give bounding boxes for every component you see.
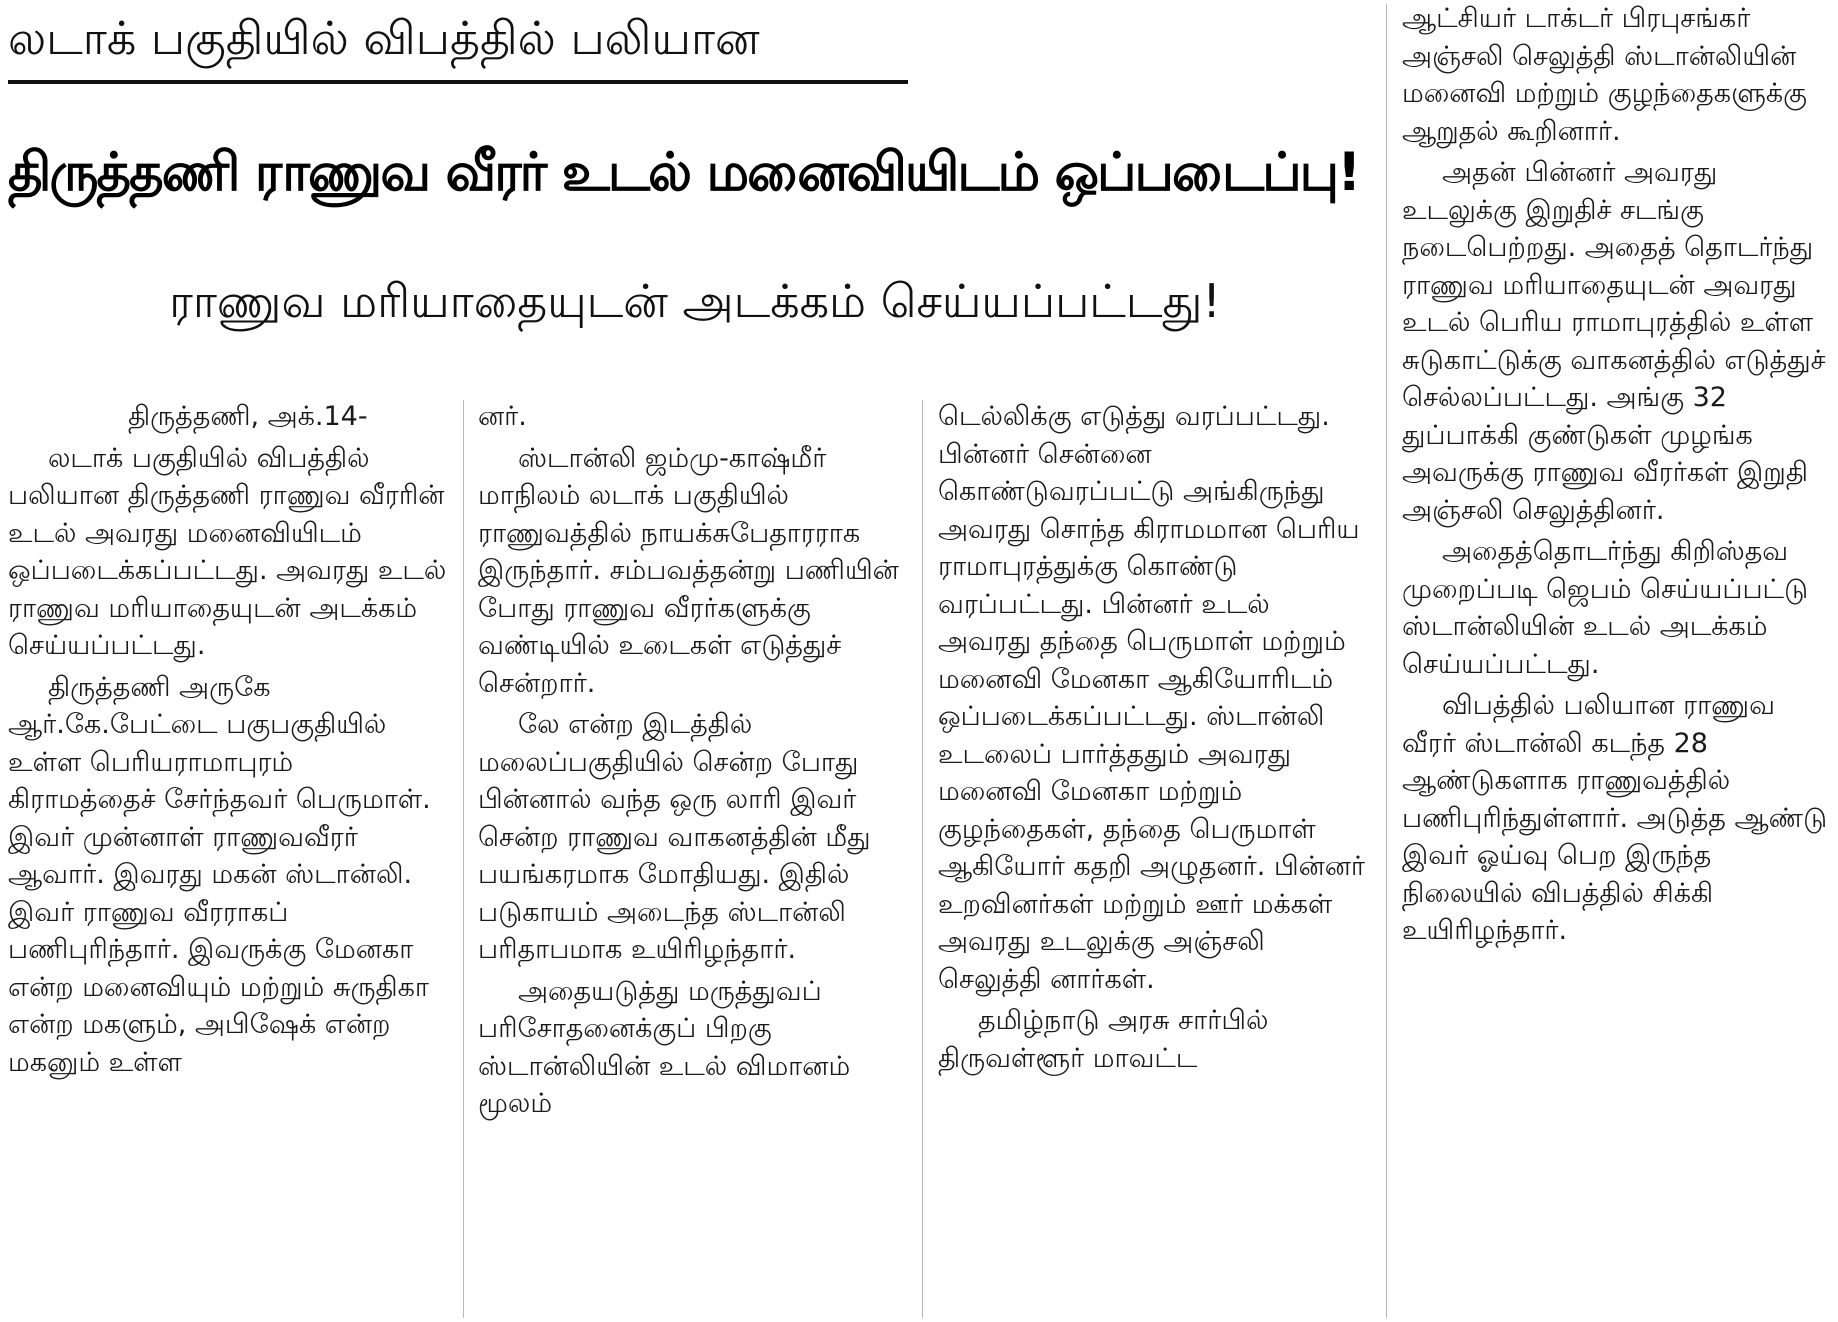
paragraph: ஸ்டான்லி ஜம்மு-காஷ்மீர் மாநிலம் லடாக் பகுதியில் ராணுவத்தில் நாயக்சுபேதாரராக இருந்தார். சம்பவத்தன்று பணியின் போது ராணுவ வீரர்களுக்கு வண்டியில் உடைகள் எடுத்துச் சென்றார். (478, 442, 899, 699)
dateline: திருத்தணி, அக்.14- (128, 401, 368, 432)
article-column-1 (8, 398, 448, 1320)
kicker-underline-rule (8, 80, 908, 84)
paragraph: அதைத்தொடர்ந்து கிறிஸ்தவ முறைப்படி ஜெபம் செய்யப்பட்டு ஸ்டான்லியின் உடல் அடக்கம் செய்யப்பட்டது. (1402, 536, 1809, 680)
paragraph: ஆட்சியர் டாக்டர் பிரபுசங்கர் அஞ்சலி செலுத்தி ஸ்டான்லியின் மனைவி மற்றும் குழந்தைகளுக்கு ஆறுதல் கூறினார். (1402, 3, 1807, 147)
paragraph: திருத்தணி அருகே ஆர்.கே.பேட்டை பகுபகுதியில் உள்ள பெரியராமாபுரம் கிராமத்தைச் சேர்ந்தவர் பெருமாள். இவர் முன்னாள் ராணுவவீரர் ஆவார். இவரது மகன் ஸ்டான்லி. இவர் ராணுவ வீரராகப் பணிபுரிந்தார். இவருக்கு மேனகா என்ற மனைவியும் மற்றும் சுருதிகா என்ற மகளும், அபிஷேக் என்ற மகனும் உள்ள (8, 671, 431, 1078)
column-divider (922, 400, 923, 1318)
column-divider (463, 400, 464, 1318)
paragraph: அதன் பின்னர் அவரது உடலுக்கு இறுதிச் சடங்கு நடைபெற்றது. அதைத் தொடர்ந்து ராணுவ மரியாதையுடன் அவரது உடல் பெரிய ராமாபுரத்தில் உள்ள சுடுகாட்டுக்கு வாகனத்தில் எடுத்துச் செல்லப்பட்டது. அங்கு 32 துப்பாக்கி குண்டுகள் முழங்க அவருக்கு ராணுவ வீரர்கள் இறுதி அஞ்சலி செலுத்தினர். (1402, 157, 1826, 526)
article-column-3 (938, 398, 1370, 1320)
main-headline: திருத்தணி ராணுவ வீரர் உடல் மனைவியிடம் ஒப்படைப்பு! (8, 142, 1360, 203)
paragraph: னர். (478, 401, 527, 432)
paragraph: தமிழ்நாடு அரசு சார்பில் திருவள்ளூர் மாவட்ட (938, 1005, 1269, 1074)
paragraph: லடாக் பகுதியில் விபத்தில் பலியான திருத்தணி ராணுவ வீரரின் உடல் அவரது மனைவியிடம் ஒப்படைக்கப்பட்டது. அவரது உடல் ராணுவ மரியாதையுடன் அடக்கம் செய்யப்பட்டது. (8, 442, 447, 661)
paragraph: லே என்ற இடத்தில் மலைப்பகுதியில் சென்ற போது பின்னால் வந்த ஒரு லாரி இவர் சென்ற ராணுவ வாகனத்தின் மீது பயங்கரமாக மோதியது. இதில் படுகாயம் அடைந்த ஸ்டான்லி பரிதாபமாக உயிரிழந்தார். (478, 709, 871, 965)
paragraph: விபத்தில் பலியான ராணுவ வீரர் ஸ்டான்லி கடந்த 28 ஆண்டுகளாக ராணுவத்தில் பணிபுரிந்துள்ளார். அடுத்த ஆண்டு இவர் ஓய்வு பெற இருந்த நிலையில் விபத்தில் சிக்கி உயிரிழந்தார். (1402, 690, 1828, 946)
subheadline: ராணுவ மரியாதையுடன் அடக்கம் செய்யப்பட்டது! (169, 274, 1221, 328)
kicker-headline: லடாக் பகுதியில் விபத்தில் பலியான (8, 11, 760, 65)
article-column-4 (1402, 0, 1834, 1320)
paragraph: டெல்லிக்கு எடுத்து வரப்பட்டது. பின்னர் சென்னை கொண்டுவரப்பட்டு அங்கிருந்து அவரது சொந்த கிராமமான பெரிய ராமாபுரத்துக்கு கொண்டு வரப்பட்டது. பின்னர் உடல் அவரது தந்தை பெருமாள் மற்றும் மனைவி மேனகா ஆகியோரிடம் ஒப்படைக்கப்பட்டது. ஸ்டான்லி உடலைப் பார்த்ததும் அவரது மனைவி மேனகா மற்றும் குழந்தைகள், தந்தை பெருமாள் ஆகியோர் கதறி அழுதனர். பின்னர் உறவினர்கள் மற்றும் ஊர் மக்கள் அவரது உடலுக்கு அஞ்சலி செலுத்தி னார்கள். (938, 401, 1366, 995)
column-divider (1386, 4, 1387, 1318)
article-column-2 (478, 398, 906, 1320)
paragraph: அதையடுத்து மருத்துவப் பரிசோதனைக்குப் பிறகு ஸ்டான்லியின் உடல் விமானம் மூலம் (478, 975, 851, 1119)
